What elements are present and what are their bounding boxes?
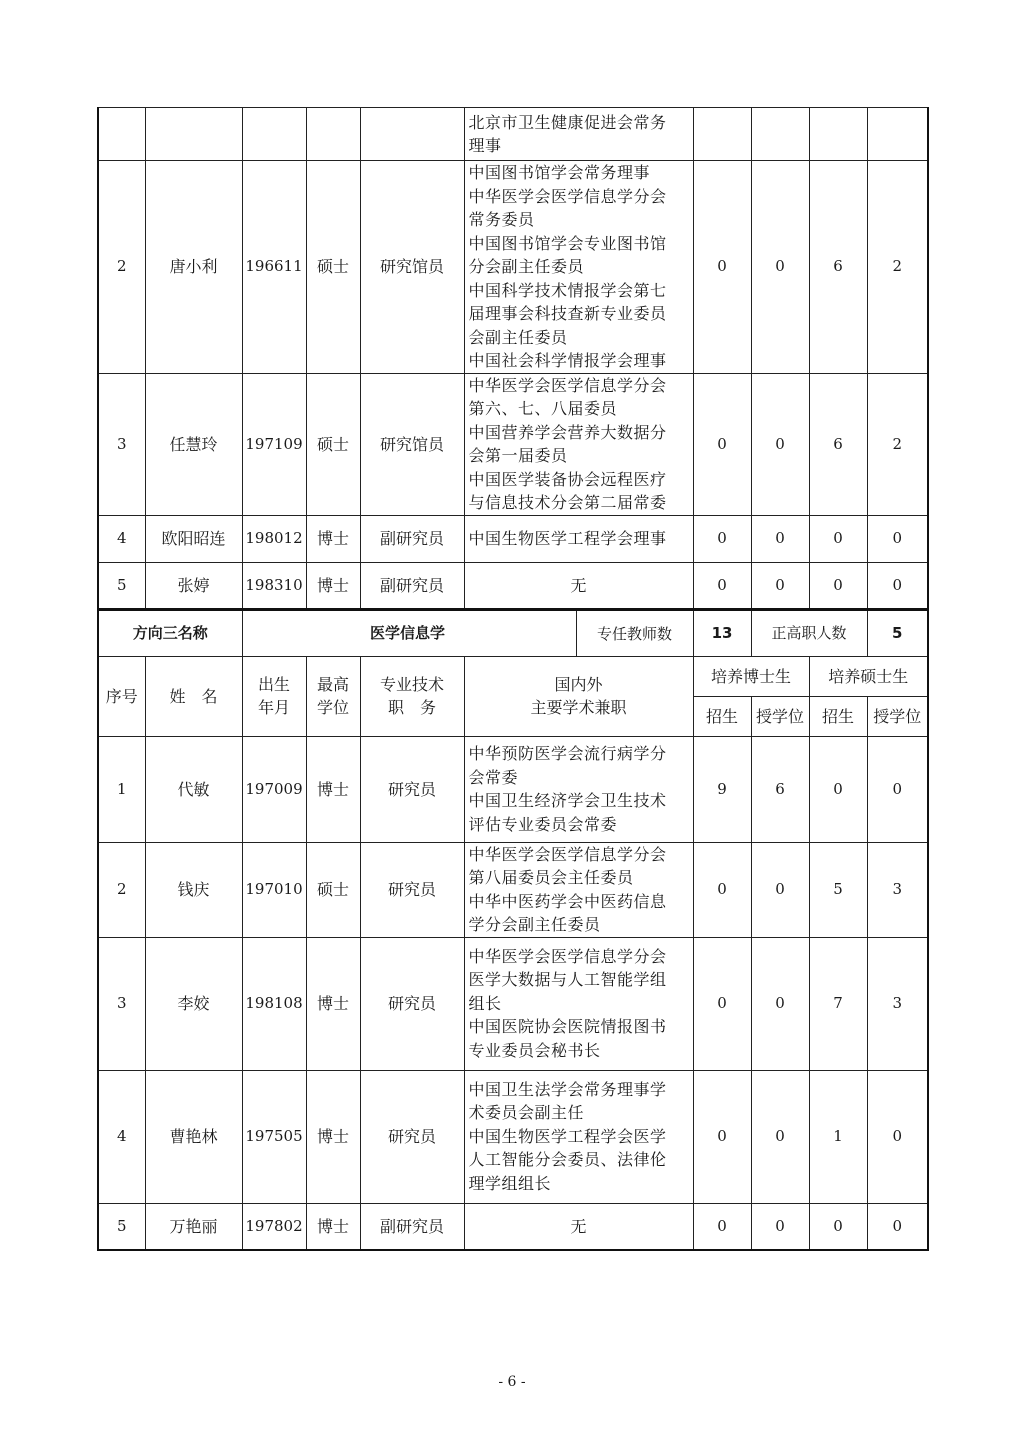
row-no: 1: [98, 736, 145, 842]
duty-line: 中国图书馆学会专业图书馆: [468, 233, 667, 253]
row-title: [360, 108, 464, 161]
duty-line: 中国卫生经济学会卫生技术: [468, 791, 667, 810]
page-number: - 6 -: [498, 1374, 526, 1390]
row-name: 任慧玲: [145, 373, 242, 515]
duty-line: 无: [570, 575, 587, 595]
row-ms-award: 3: [867, 937, 928, 1070]
row-no: 2: [98, 161, 145, 374]
header-ms-award: 授学位: [867, 696, 928, 736]
row-title: 研究员: [360, 937, 464, 1070]
table-row: [98, 937, 928, 1070]
direction-row: [98, 609, 928, 656]
duty-line: 与信息技术分会第二届常委: [468, 493, 667, 512]
row-phd-enroll: 0: [693, 937, 751, 1070]
duty-line: 无: [570, 1216, 587, 1236]
row-phd-award: 0: [751, 515, 809, 562]
row-birth: 196611: [242, 161, 306, 374]
row-birth: 198108: [242, 937, 306, 1070]
duty-line: 中华医学会医学信息学分会: [468, 844, 667, 864]
row-title: 研究员: [360, 1070, 464, 1203]
duty-line: 理学组组长: [468, 1173, 552, 1193]
row-ms-award: [867, 108, 928, 161]
row-duties: [464, 515, 693, 562]
row-phd-award: 0: [751, 937, 809, 1070]
row-duties: [464, 842, 693, 937]
row-no: 2: [98, 842, 145, 937]
row-ms-enroll: 7: [809, 937, 867, 1070]
row-ms-enroll: 6: [809, 373, 867, 515]
duty-line: 中华中医药学会中医药信息: [468, 891, 667, 911]
duty-line: 中国营养学会营养大数据分: [468, 422, 667, 442]
row-duties: [464, 562, 693, 609]
row-ms-award: 2: [867, 373, 928, 515]
duty-line: 中国生物医学工程学会医学: [468, 1126, 667, 1146]
row-degree: 博士: [306, 562, 360, 609]
row-phd-enroll: 0: [693, 373, 751, 515]
duty-line: 第六、七、八届委员: [468, 399, 618, 418]
row-title: 研究员: [360, 842, 464, 937]
header-title-line1: 专业技术: [379, 675, 444, 694]
table-row: [98, 842, 928, 937]
row-duties: [464, 373, 693, 515]
row-no: 3: [98, 373, 145, 515]
row-title: 研究馆员: [360, 161, 464, 374]
row-name: 钱庆: [145, 842, 242, 937]
row-name: 张婷: [145, 562, 242, 609]
duty-line: 中国医院协会医院情报图书: [468, 1017, 667, 1037]
senior-label: 正高职人数: [751, 609, 867, 656]
row-phd-enroll: 0: [693, 842, 751, 937]
duty-line: 组长: [468, 993, 502, 1013]
row-title: 研究馆员: [360, 373, 464, 515]
row-birth: 197802: [242, 1203, 306, 1250]
row-no: 4: [98, 515, 145, 562]
header-birth: [242, 656, 306, 736]
faculty-table: [97, 107, 929, 1251]
duty-line: 术委员会副主任: [468, 1103, 585, 1123]
row-phd-award: 0: [751, 842, 809, 937]
direction-name-cell: [242, 609, 693, 656]
row-no: [98, 108, 145, 161]
row-degree: 硕士: [306, 842, 360, 937]
duty-line: 中国社会科学情报学会理事: [468, 351, 667, 370]
row-name: 李姣: [145, 937, 242, 1070]
row-degree: 博士: [306, 1203, 360, 1250]
duty-line: 届理事会科技查新专业委员: [468, 304, 667, 323]
row-name: 代敏: [145, 736, 242, 842]
duty-line: 中华医学会医学信息学分会: [468, 186, 667, 206]
senior-count: 5: [867, 609, 928, 656]
duty-line: 人工智能分会委员、法律伦: [468, 1150, 667, 1170]
row-duties: [464, 1203, 693, 1250]
row-phd-enroll: 0: [693, 161, 751, 374]
table-row: [98, 161, 928, 374]
table-row: [98, 373, 928, 515]
direction-block: [98, 609, 928, 736]
row-duties: [464, 937, 693, 1070]
row-phd-award: 0: [751, 562, 809, 609]
section3-body: [98, 736, 928, 1250]
header-degree: [306, 656, 360, 736]
row-title: 副研究员: [360, 562, 464, 609]
row-ms-enroll: 5: [809, 842, 867, 937]
row-no: 5: [98, 562, 145, 609]
row-no: 4: [98, 1070, 145, 1203]
duty-line: 评估专业委员会常委: [468, 814, 618, 834]
row-phd-enroll: 0: [693, 562, 751, 609]
duty-line: 中国科学技术情报学会第七: [468, 280, 667, 300]
header-duties: [464, 656, 693, 736]
row-phd-enroll: 0: [693, 515, 751, 562]
row-phd-award: 0: [751, 1203, 809, 1250]
header-duties-line2: 主要学术兼职: [530, 698, 627, 717]
row-phd-award: 0: [751, 373, 809, 515]
row-duties: [464, 736, 693, 842]
direction-name: 医学信息学: [369, 623, 445, 642]
row-degree: 博士: [306, 515, 360, 562]
header-phd-enroll: 招生: [693, 696, 751, 736]
row-degree: 博士: [306, 1070, 360, 1203]
row-ms-award: 0: [867, 736, 928, 842]
header-birth-line2: 年月: [257, 698, 290, 717]
row-ms-enroll: 1: [809, 1070, 867, 1203]
row-phd-award: 6: [751, 736, 809, 842]
row-phd-award: 0: [751, 161, 809, 374]
row-birth: 198310: [242, 562, 306, 609]
row-ms-award: 0: [867, 1070, 928, 1203]
row-ms-enroll: 6: [809, 161, 867, 374]
duty-line: 分会副主任委员: [468, 257, 585, 276]
row-ms-enroll: 0: [809, 1203, 867, 1250]
table-row: [98, 562, 928, 609]
row-duties: [464, 161, 693, 374]
table-row: [98, 1070, 928, 1203]
header-ms: 培养硕士生: [809, 656, 928, 696]
row-name: 唐小利: [145, 161, 242, 374]
row-ms-enroll: 0: [809, 515, 867, 562]
header-row-1: [98, 656, 928, 696]
row-birth: 197505: [242, 1070, 306, 1203]
row-title: 副研究员: [360, 1203, 464, 1250]
duty-line: 北京市卫生健康促进会常务: [468, 112, 667, 132]
row-birth: 198012: [242, 515, 306, 562]
duty-line: 会副主任委员: [468, 327, 568, 347]
duty-line: 中国图书馆学会常务理事: [468, 163, 651, 182]
row-phd-enroll: [693, 108, 751, 161]
teachers-label: 专任教师数: [576, 611, 693, 656]
row-phd-enroll: 0: [693, 1070, 751, 1203]
direction-label: 方向三名称: [98, 609, 242, 656]
header-name: 姓 名: [145, 656, 242, 736]
table-row: [98, 736, 928, 842]
duty-line: 中华医学会医学信息学分会: [468, 946, 667, 966]
row-birth: [242, 108, 306, 161]
row-phd-enroll: 0: [693, 1203, 751, 1250]
duty-line: 中华医学会医学信息学分会: [468, 375, 667, 395]
duty-line: 专业委员会秘书长: [468, 1040, 601, 1060]
row-degree: 硕士: [306, 373, 360, 515]
duty-line: 常务委员: [468, 210, 535, 229]
row-ms-award: 3: [867, 842, 928, 937]
table-row: [98, 108, 928, 161]
duty-line: 中国医学装备协会远程医疗: [468, 469, 667, 489]
row-ms-award: 0: [867, 515, 928, 562]
header-degree-line2: 学位: [316, 698, 349, 717]
table-row: [98, 1203, 928, 1250]
row-degree: 硕士: [306, 161, 360, 374]
duty-line: 第八届委员会主任委员: [468, 868, 634, 887]
header-phd-award: 授学位: [751, 696, 809, 736]
row-title: 研究员: [360, 736, 464, 842]
header-title-line2: 职 务: [387, 698, 436, 717]
row-degree: [306, 108, 360, 161]
duty-line: 中国卫生法学会常务理事学: [468, 1079, 667, 1099]
row-ms-award: 0: [867, 1203, 928, 1250]
row-name: [145, 108, 242, 161]
duty-line: 学分会副主任委员: [468, 915, 601, 934]
row-ms-award: 0: [867, 562, 928, 609]
header-duties-line1: 国内外: [554, 675, 603, 694]
header-ms-enroll: 招生: [809, 696, 867, 736]
row-duties: [464, 108, 693, 161]
row-no: 3: [98, 937, 145, 1070]
duty-line: 中华预防医学会流行病学分: [468, 744, 667, 763]
header-no: 序号: [98, 656, 145, 736]
row-name: 欧阳昭连: [145, 515, 242, 562]
row-birth: 197009: [242, 736, 306, 842]
duty-line: 会常委: [468, 767, 519, 787]
row-name: 万艳丽: [145, 1203, 242, 1250]
row-name: 曹艳林: [145, 1070, 242, 1203]
row-ms-award: 2: [867, 161, 928, 374]
header-phd: 培养博士生: [693, 656, 809, 696]
row-phd-award: 0: [751, 1070, 809, 1203]
teachers-count: 13: [693, 609, 751, 656]
table-row: [98, 515, 928, 562]
duty-line: 理事: [468, 136, 502, 155]
row-title: 副研究员: [360, 515, 464, 562]
section1-body: [98, 108, 928, 610]
row-ms-enroll: 0: [809, 736, 867, 842]
row-phd-award: [751, 108, 809, 161]
duty-line: 会第一届委员: [468, 446, 568, 465]
duty-line: 医学大数据与人工智能学组: [468, 970, 667, 990]
row-duties: [464, 1070, 693, 1203]
header-birth-line1: 出生: [257, 675, 290, 694]
row-birth: 197109: [242, 373, 306, 515]
row-ms-enroll: 0: [809, 562, 867, 609]
duty-line: 中国生物医学工程学会理事: [468, 528, 667, 548]
row-no: 5: [98, 1203, 145, 1250]
row-ms-enroll: [809, 108, 867, 161]
header-title: [360, 656, 464, 736]
row-degree: 博士: [306, 937, 360, 1070]
row-degree: 博士: [306, 736, 360, 842]
header-degree-line1: 最高: [316, 675, 349, 694]
row-phd-enroll: 9: [693, 736, 751, 842]
row-birth: 197010: [242, 842, 306, 937]
